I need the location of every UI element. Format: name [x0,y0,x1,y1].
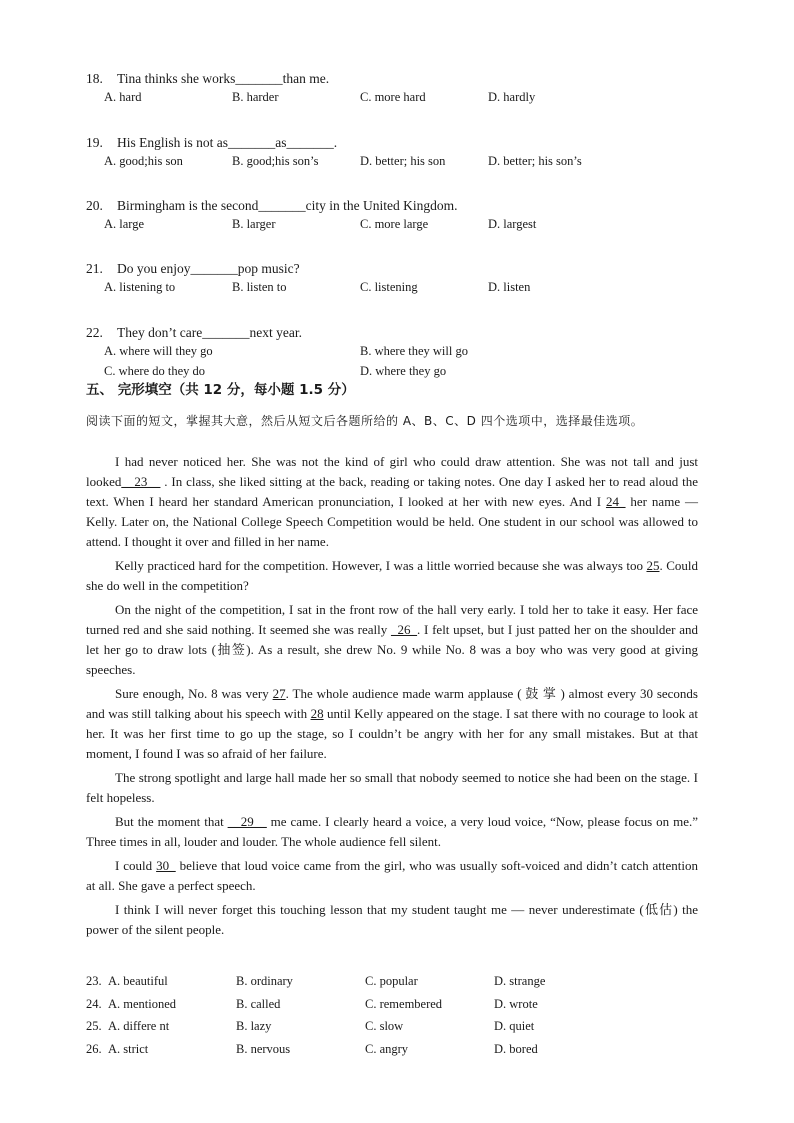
question-21 [86,260,706,296]
option-c: C. slow [365,1019,404,1033]
option-a: A. mentioned [108,996,177,1011]
option-b: B. ordinary [236,974,293,988]
question-20 [86,197,706,233]
option-a: A. listening to [104,280,176,294]
question-22 [86,324,706,380]
options-row [86,215,706,233]
option-a: A. good;his son [104,154,183,168]
paragraph: I could 30_ believe that loud voice came from the girl, who was usually soft-voiced and didn’t catch attention at all. She gave a perfect speech. [86,858,699,893]
option-d: D. wrote [494,996,538,1011]
answer-number: 25. [86,1019,102,1033]
option-b: B. lazy [236,1019,272,1033]
option-b: B. good;his son’s [232,154,319,168]
paragraph: On the night of the competition, I sat in the front row of the hall very early. I told her to take it easy. Her face turned red and she said nothing. It seemed she was really _26_. I felt upset, but I just patted her on the shoulder and let her go to draw lots (抽签). As a result, she drew No. 9 while No. 8 was a boy who was very good at giving speeches. [86,602,699,677]
paragraph: But the moment that __29__ me came. I clearly heard a voice, a very loud voice, “Now, please focus on me.” Three times in all, louder and louder. The whole audience fell silent. [86,814,699,849]
question-stem: Do you enjoy_______pop music? [117,261,300,276]
question-19 [86,134,706,170]
blank-25: 25 [646,558,660,573]
options-row [86,152,706,170]
answer-number: 26. [86,1041,102,1056]
option-d: D. quiet [494,1019,535,1033]
option-c: C. angry [365,1041,409,1056]
options-row [86,88,706,106]
answer-number: 24. [86,996,102,1011]
question-number: 22. [86,325,103,340]
option-d: D. hardly [488,90,536,104]
option-d: D. bored [494,1041,538,1056]
option-a: A. where will they go [104,344,213,358]
option-a: A. large [104,217,145,231]
option-c: C. where do they do [104,364,206,378]
option-c: C. more hard [360,90,426,104]
blank-24: 24_ [605,494,626,509]
answer-choices [86,970,706,1060]
blank-29: __29__ [227,814,267,829]
option-c: D. better; his son [360,154,446,168]
question-stem: His English is not as_______as_______. [117,135,338,150]
section-instruction: 阅读下面的短文，掌握其大意，然后从短文后各题所给的 A、B、C、D 四个选项中，选择最佳选项。 [86,414,644,428]
paragraph: Sure enough, No. 8 was very 27. The whole audience made warm applause ( 鼓 掌 ) almost every 30 seconds and was still talking about his speech with 28 until Kelly appeared on the stage. I sat there with no courage to look at her. It was her first time to go up the stage, so I couldn’t be angry with her for any small mistakes. But at that moment, I found I was so afraid of her failure. [86,686,699,761]
paragraph: The strong spotlight and large hall made her so small that nobody seemed to notice she had been on the stage. I felt hopeless. [86,770,698,805]
blank-26: _26_ [391,622,418,637]
option-d: D. strange [494,974,546,988]
question-number: 18. [86,71,103,86]
option-c: C. remembered [365,996,443,1011]
option-c: C. popular [365,974,418,988]
option-b: B. nervous [236,1041,291,1056]
answer-row-25 [86,1015,706,1038]
question-number: 20. [86,198,103,213]
question-number: 21. [86,261,103,276]
options-row [86,342,706,360]
blank-27: 27 [272,686,286,701]
answer-row-23 [86,970,706,993]
blank-28: 28 [310,706,324,721]
option-d: D. better; his son’s [488,154,582,168]
option-c: C. more large [360,217,429,231]
option-a: A. strict [108,1041,149,1056]
option-d: D. where they go [360,364,447,378]
option-d: D. largest [488,217,537,231]
question-stem: Tina thinks she works_______than me. [117,71,330,86]
option-a: A. beautiful [108,974,168,988]
answer-number: 23. [86,974,102,988]
question-stem: Birmingham is the second_______city in the United Kingdom. [117,198,458,213]
section-title: 五、 完形填空（共 12 分，每小题 1.5 分） [86,382,355,398]
option-d: D. listen [488,280,531,294]
blank-23: __23__ [121,474,161,489]
paragraph: I had never noticed her. She was not the kind of girl who could draw attention. She was not tall and just looked__23__ . In class, she liked sitting at the back, reading or taking notes. One day I asked her to read aloud the text. When I heard her standard American pronunciation, I looked at her with new eyes. And I 24_ her name — Kelly. Later on, the National College Speech Competition would be held. One student in our school was allowed to attend. I thought it over and filled in her name. [86,454,699,549]
option-b: B. listen to [232,280,287,294]
paragraph: I think I will never forget this touching lesson that my student taught me — never underestimate (低估) the power of the silent people. [86,902,698,937]
option-a: A. differe nt [108,1019,170,1033]
option-c: C. listening [360,280,418,294]
question-stem: They don’t care_______next year. [117,325,302,340]
option-b: B. harder [232,90,279,104]
cloze-passage [86,452,698,944]
options-row [86,278,706,296]
paragraph: Kelly practiced hard for the competition. However, I was a little worried because she was always too 25. Could she do well in the competition? [86,558,698,593]
question-18 [86,70,706,106]
option-b: B. called [236,996,281,1011]
blank-30: 30_ [156,858,176,873]
option-a: A. hard [104,90,142,104]
option-b: B. larger [232,217,276,231]
option-b: B. where they will go [360,344,468,358]
answer-row-26 [86,1038,706,1061]
question-number: 19. [86,135,103,150]
answer-row-24 [86,993,706,1016]
